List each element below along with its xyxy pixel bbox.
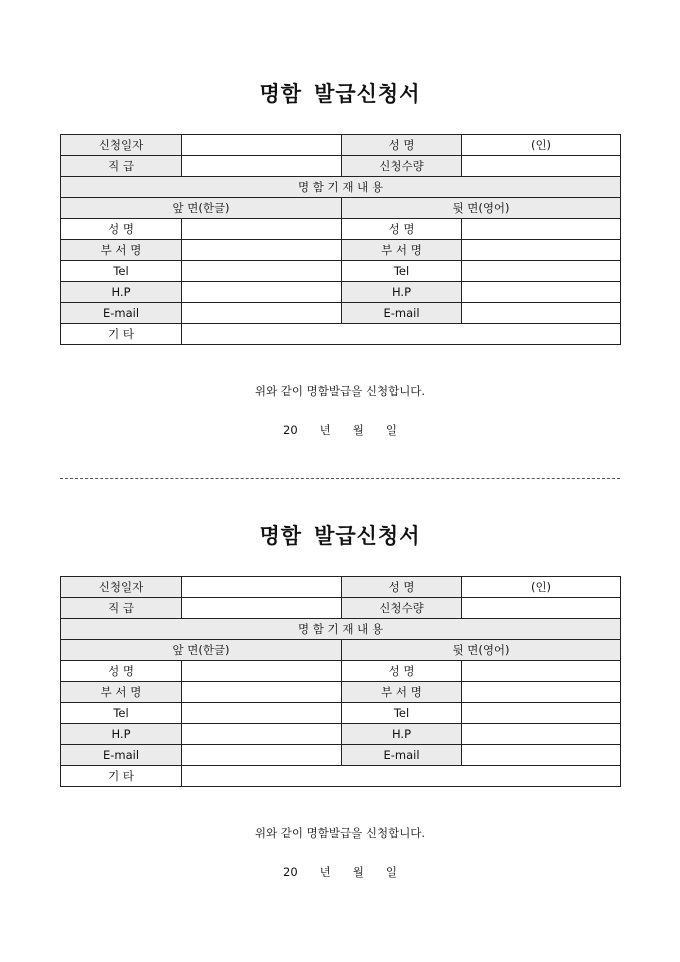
back-hp-field[interactable] <box>462 724 621 745</box>
name-seal-field[interactable] <box>462 135 621 156</box>
title-word-1: 명함 <box>259 523 303 548</box>
front-name-label: 성 명 <box>61 661 182 682</box>
date-century: 20 <box>283 423 298 437</box>
back-dept-label: 부 서 명 <box>342 240 462 261</box>
back-header: 뒷 면(영어) <box>342 198 621 219</box>
form-title <box>0 78 680 108</box>
front-hp-label: H.P <box>61 724 182 745</box>
application-table <box>60 576 621 787</box>
date-day-label: 일 <box>385 865 397 879</box>
back-dept-field[interactable] <box>462 682 621 703</box>
date-century: 20 <box>283 865 298 879</box>
back-email-label: E-mail <box>342 745 462 766</box>
closing-statement: 위와 같이 명함발급을 신청합니다. <box>254 384 426 398</box>
table-row <box>61 324 621 345</box>
back-email-label: E-mail <box>342 303 462 324</box>
front-email-label: E-mail <box>61 303 182 324</box>
etc-label: 기 타 <box>61 324 182 345</box>
table-row <box>61 303 621 324</box>
table-row <box>61 219 621 240</box>
application-date-label: 신청일자 <box>61 577 182 598</box>
table-row <box>61 661 621 682</box>
application-date-label: 신청일자 <box>61 135 182 156</box>
back-hp-field[interactable] <box>462 282 621 303</box>
quantity-label: 신청수량 <box>342 156 462 177</box>
application-table <box>60 134 621 345</box>
table-row <box>61 640 621 661</box>
table-row <box>61 135 621 156</box>
etc-label: 기 타 <box>61 766 182 787</box>
content-header: 명 함 기 재 내 용 <box>61 619 621 640</box>
front-name-field[interactable] <box>182 219 342 240</box>
table-row <box>61 703 621 724</box>
quantity-field[interactable] <box>462 598 621 619</box>
etc-field[interactable] <box>182 766 621 787</box>
front-tel-label: Tel <box>61 703 182 724</box>
table-row <box>61 619 621 640</box>
date-month-label: 월 <box>352 865 364 879</box>
application-date-field[interactable] <box>182 577 342 598</box>
name-label: 성 명 <box>342 135 462 156</box>
cut-line-divider <box>60 478 620 479</box>
date-month-label: 월 <box>352 423 364 437</box>
front-email-field[interactable] <box>182 303 342 324</box>
back-dept-field[interactable] <box>462 240 621 261</box>
table-row <box>61 724 621 745</box>
front-hp-label: H.P <box>61 282 182 303</box>
date-year-label: 년 <box>319 865 331 879</box>
application-date-field[interactable] <box>182 135 342 156</box>
position-field[interactable] <box>182 598 342 619</box>
closing-statement: 위와 같이 명함발급을 신청합니다. <box>254 826 426 840</box>
front-hp-field[interactable] <box>182 282 342 303</box>
back-tel-field[interactable] <box>462 261 621 282</box>
back-dept-label: 부 서 명 <box>342 682 462 703</box>
content-header: 명 함 기 재 내 용 <box>61 177 621 198</box>
table-row <box>61 261 621 282</box>
front-name-field[interactable] <box>182 661 342 682</box>
front-tel-field[interactable] <box>182 261 342 282</box>
date-line <box>0 422 680 438</box>
quantity-label: 신청수량 <box>342 598 462 619</box>
front-dept-field[interactable] <box>182 682 342 703</box>
back-name-label: 성 명 <box>342 219 462 240</box>
position-field[interactable] <box>182 156 342 177</box>
front-email-field[interactable] <box>182 745 342 766</box>
table-row <box>61 598 621 619</box>
position-label: 직 급 <box>61 156 182 177</box>
back-email-field[interactable] <box>462 303 621 324</box>
form-title <box>0 520 680 550</box>
front-email-label: E-mail <box>61 745 182 766</box>
table-row <box>61 198 621 219</box>
date-year-label: 년 <box>319 423 331 437</box>
front-tel-field[interactable] <box>182 703 342 724</box>
table-row <box>61 240 621 261</box>
etc-field[interactable] <box>182 324 621 345</box>
name-seal-field[interactable] <box>462 577 621 598</box>
back-hp-label: H.P <box>342 282 462 303</box>
back-header: 뒷 면(영어) <box>342 640 621 661</box>
front-dept-label: 부 서 명 <box>61 240 182 261</box>
date-line <box>0 864 680 880</box>
table-row <box>61 282 621 303</box>
title-word-1: 명함 <box>259 81 303 106</box>
table-row <box>61 156 621 177</box>
position-label: 직 급 <box>61 598 182 619</box>
back-email-field[interactable] <box>462 745 621 766</box>
back-name-field[interactable] <box>462 661 621 682</box>
front-dept-label: 부 서 명 <box>61 682 182 703</box>
title-word-2: 발급신청서 <box>314 523 421 548</box>
front-name-label: 성 명 <box>61 219 182 240</box>
front-hp-field[interactable] <box>182 724 342 745</box>
table-row <box>61 577 621 598</box>
back-tel-label: Tel <box>342 703 462 724</box>
date-day-label: 일 <box>385 423 397 437</box>
front-header: 앞 면(한글) <box>61 198 342 219</box>
front-header: 앞 면(한글) <box>61 640 342 661</box>
front-dept-field[interactable] <box>182 240 342 261</box>
back-name-field[interactable] <box>462 219 621 240</box>
back-hp-label: H.P <box>342 724 462 745</box>
table-row <box>61 745 621 766</box>
back-tel-label: Tel <box>342 261 462 282</box>
table-row <box>61 682 621 703</box>
back-tel-field[interactable] <box>462 703 621 724</box>
name-label: 성 명 <box>342 577 462 598</box>
quantity-field[interactable] <box>462 156 621 177</box>
seal-mark: (인) <box>530 138 552 152</box>
table-row <box>61 177 621 198</box>
seal-mark: (인) <box>530 580 552 594</box>
title-word-2: 발급신청서 <box>314 81 421 106</box>
table-row <box>61 766 621 787</box>
back-name-label: 성 명 <box>342 661 462 682</box>
front-tel-label: Tel <box>61 261 182 282</box>
